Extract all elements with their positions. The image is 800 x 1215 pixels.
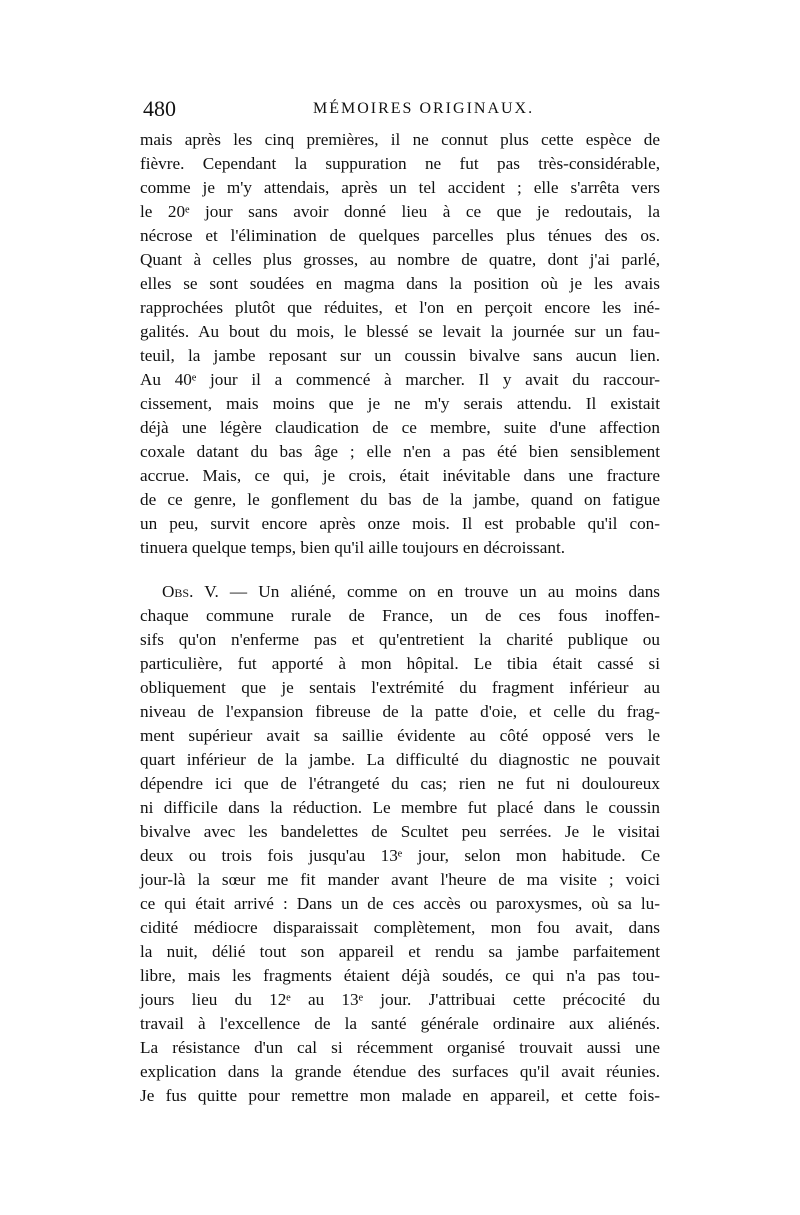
text-line: explication dans la grande étendue des surfaces qu'il avait réunies. (140, 1062, 660, 1081)
text-line: accrue. Mais, ce qui, je crois, était inévitable dans une fracture (140, 466, 660, 485)
text-line: niveau de l'expansion fibreuse de la patte d'oie, et celle du frag- (140, 702, 660, 721)
text-line: teuil, la jambe reposant sur un coussin bivalve sans aucun lien. (140, 346, 660, 365)
text-line: de ce genre, le gonflement du bas de la jambe, quand on fatigue (140, 490, 660, 509)
text-line: La résistance d'un cal si récemment organisé trouvait aussi une (140, 1038, 660, 1057)
text-line: dépendre ici que de l'étrangeté du cas; rien ne fut ni douloureux (140, 774, 660, 793)
paragraph-1 (140, 128, 660, 560)
text-line: Au 40ᵉ jour il a commencé à marcher. Il y avait du raccour- (140, 370, 660, 389)
text-line: jours lieu du 12ᵉ au 13ᵉ jour. J'attribuai cette précocité du (140, 990, 660, 1009)
text-fragment: — Un aliéné, comme on en trouve un au moins dans (218, 582, 660, 601)
text-line: quart inférieur de la jambe. La difficulté du diagnostic ne pouvait (140, 750, 660, 769)
running-head (143, 96, 663, 126)
text-line: elles se sont soudées en magma dans la position où je les avais (140, 274, 660, 293)
text-line: nécrose et l'élimination de quelques parcelles plus ténues des os. (140, 226, 660, 245)
text-line: le 20ᵉ jour sans avoir donné lieu à ce que je redoutais, la (140, 202, 660, 221)
text-line: particulière, fut apporté à mon hôpital. Le tibia était cassé si (140, 654, 660, 673)
text-line: obliquement que je sentais l'extrémité du fragment inférieur au (140, 678, 660, 697)
text-line: galités. Au bout du mois, le blessé se levait la journée sur un fau- (140, 322, 660, 341)
text-line: un peu, survit encore après onze mois. Il est probable qu'il con- (140, 514, 660, 533)
text-line: ce qui était arrivé : Dans un de ces accès ou paroxysmes, où sa lu- (140, 894, 660, 913)
text-line: comme je m'y attendais, après un tel accident ; elle s'arrêta vers (140, 178, 660, 197)
text-line: ni difficile dans la réduction. Le membre fut placé dans le coussin (140, 798, 660, 817)
observation-label: Obs. V. (162, 582, 219, 601)
body-text (140, 128, 660, 1108)
text-line: travail à l'excellence de la santé générale ordinaire aux aliénés. (140, 1014, 660, 1033)
text-line: fièvre. Cependant la suppuration ne fut pas très-considérable, (140, 154, 660, 173)
text-line: coxale datant du bas âge ; elle n'en a pas été bien sensiblement (140, 442, 660, 461)
text-line: Quant à celles plus grosses, au nombre de quatre, dont j'ai parlé, (140, 250, 660, 269)
text-line: cidité médiocre disparaissait complètement, mon fou avait, dans (140, 918, 660, 937)
text-line: deux ou trois fois jusqu'au 13ᵉ jour, selon mon habitude. Ce (140, 846, 660, 865)
running-title: MÉMOIRES ORIGINAUX. (313, 100, 535, 117)
text-line: chaque commune rurale de France, un de ces fous inoffen- (140, 606, 660, 625)
text-line: déjà une légère claudication de ce membre, suite d'une affection (140, 418, 660, 437)
text-line: ment supérieur avait sa saillie évidente au côté opposé vers le (140, 726, 660, 745)
text-line: sifs qu'on n'enferme pas et qu'entretient la charité publique ou (140, 630, 660, 649)
text-line: la nuit, délié tout son appareil et rendu sa jambe parfaitement (140, 942, 660, 961)
page-number: 480 (143, 96, 176, 121)
text-line: libre, mais les fragments étaient déjà soudés, ce qui n'a pas tou- (140, 966, 660, 985)
text-line: cissement, mais moins que je ne m'y serais attendu. Il existait (140, 394, 660, 413)
text-line: mais après les cinq premières, il ne connut plus cette espèce de (140, 130, 660, 149)
text-line: jour-là la sœur me fit mander avant l'heure de ma visite ; voici (140, 870, 660, 889)
text-line: bivalve avec les bandelettes de Scultet peu serrées. Je le visitai (140, 822, 660, 841)
text-line: Je fus quitte pour remettre mon malade en appareil, et cette fois- (140, 1086, 660, 1105)
paragraph-2 (140, 580, 660, 1108)
text-line: rapprochées plutôt que réduites, et l'on en perçoit encore les iné- (140, 298, 660, 317)
paragraph-gap (140, 560, 660, 580)
text-line: tinuera quelque temps, bien qu'il aille toujours en décroissant. (140, 538, 566, 557)
text-line (140, 580, 660, 604)
